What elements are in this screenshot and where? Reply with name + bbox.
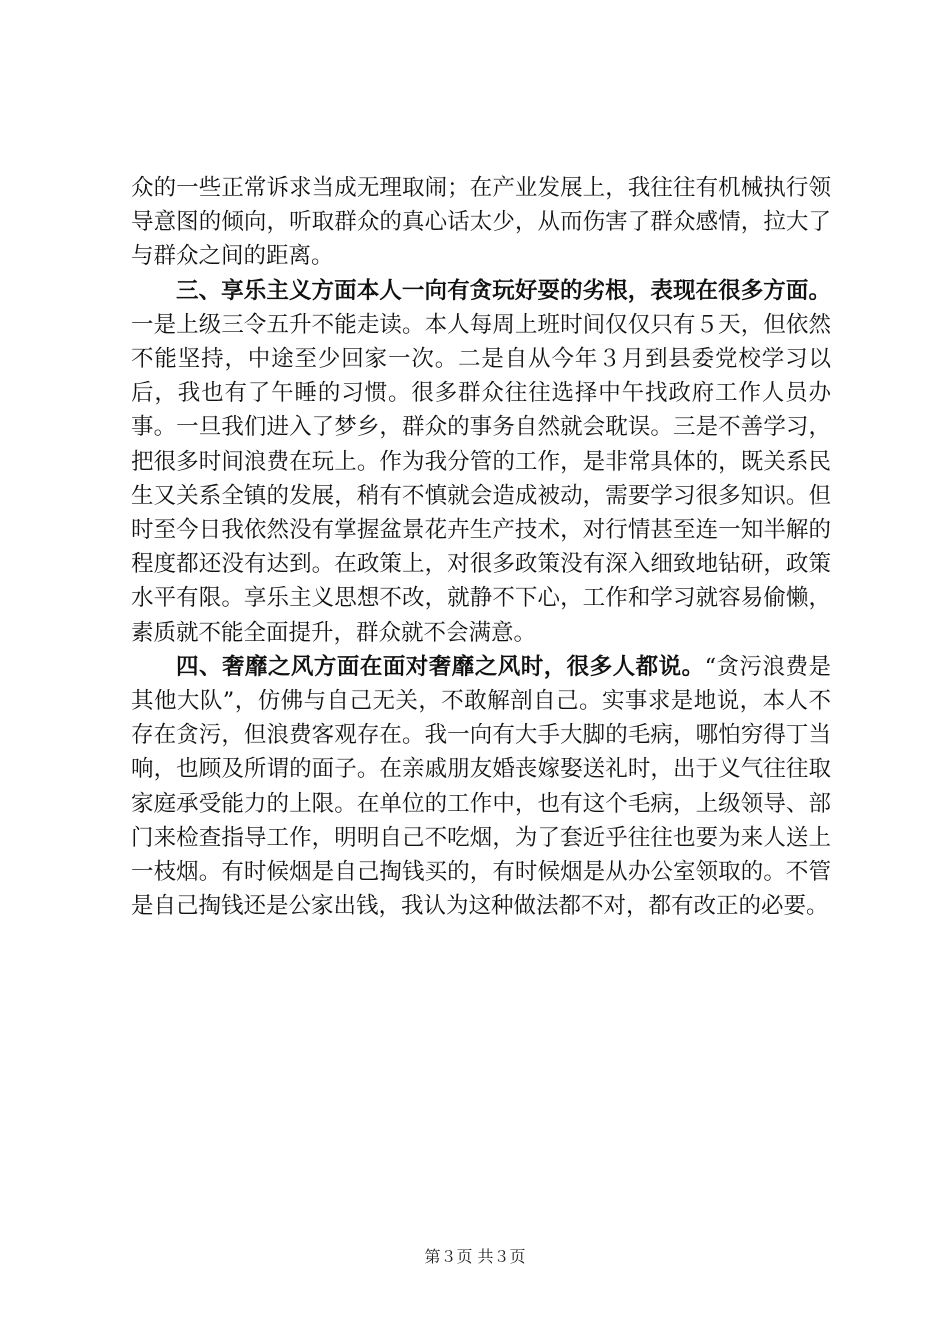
paragraph-text: 一是上级三令五升不能走读。本人每周上班时间仅仅只有５天，但依然不能坚持，中途至少回家一次。二是自从今年３月到县委党校学习以后，我也有了午睡的习惯。很多群众往往选择中午找政府工作人员办事。一旦我们进入了梦乡，群众的事务自然就会耽误。三是不善学习，把很多时间浪费在玩上。作为我分管的工作，是非常具体的，既关系民生又关系全镇的发展，稍有不慎就会造成被动，需要学习很多知识。但时至今日我依然没有掌握盆景花卉生产技术，对行情甚至连一知半解的程度都还没有达到。在政策上，对很多政策没有深入细致地钻研，政策水平有限。享乐主义思想不改，就静不下心，工作和学习就容易偷懒，素质就不能全面提升，群众就不会满意。 <box>131 311 831 646</box>
paragraph-heading: 三、享乐主义方面本人一向有贪玩好耍的劣根，表现在很多方面。 <box>176 277 831 304</box>
paragraph-continuation <box>131 171 831 274</box>
page-number-footer: 第３页 共３页 <box>424 1247 526 1266</box>
paragraph-heading: 四、奢靡之风方面在面对奢靡之风时，很多人都说。 <box>176 653 705 680</box>
paragraph-text: 众的一些正常诉求当成无理取闹；在产业发展上，我往往有机械执行领导意图的倾向，听取群众的真心话太少，从而伤害了群众感情，拉大了与群众之间的距离。 <box>131 175 831 270</box>
paragraph-hedonism <box>131 274 831 650</box>
document-body <box>131 171 831 923</box>
paragraph-text: “贪污浪费是其他大队”，仿佛与自己无关，不敢解剖自己。实事求是地说，本人不存在贪污，但浪费客观存在。我一向有大手大脚的毛病，哪怕穷得丁当响，也顾及所谓的面子。在亲戚朋友婚丧嫁娶送礼时，出于义气往往取家庭承受能力的上限。在单位的工作中，也有这个毛病，上级领导、部门来检查指导工作，明明自己不吃烟，为了套近乎往往也要为来人送上一枝烟。有时候烟是自己掏钱买的，有时候烟是从办公室领取的。不管是自己掏钱还是公家出钱，我认为这种做法都不对，都有改正的必要。 <box>131 653 831 920</box>
paragraph-extravagance <box>131 650 831 924</box>
